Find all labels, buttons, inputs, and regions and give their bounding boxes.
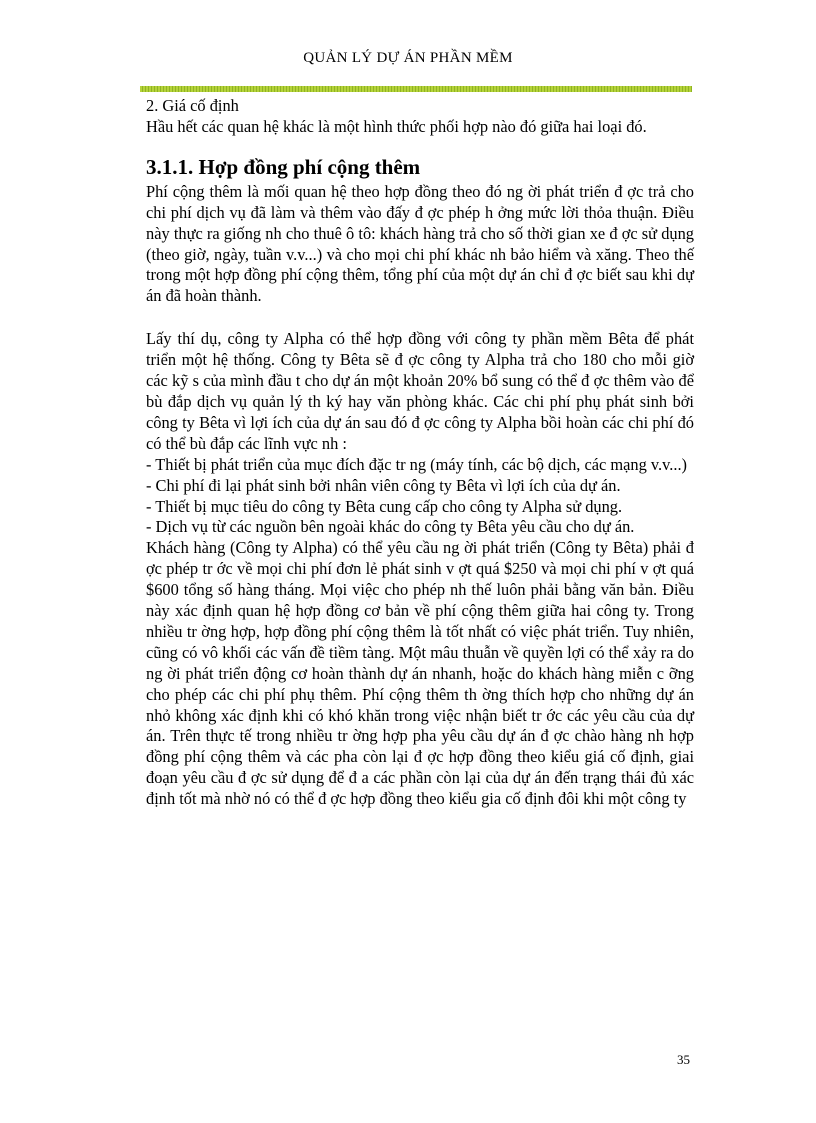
bullet-item-4: - Dịch vụ từ các nguồn bên ngoài khác do công ty Bêta yêu cầu cho dự án. [146,517,635,537]
bullet-item-2: - Chi phí đi lại phát sinh bởi nhân viên công ty Bêta vì lợi ích của dự án. [146,475,621,495]
running-header-title: QUẢN LÝ DỰ ÁN PHẦN MỀM [303,50,513,66]
section-heading: 3.1.1. Hợp đồng phí cộng thêm [146,154,421,179]
intro-line-2: Hầu hết các quan hệ khác là một hình thức phối hợp nào đó giữa hai loại đó. [146,116,647,136]
intro-line-1: 2. Giá cố định [146,96,239,115]
page-body [146,96,694,810]
bullet-item-3: - Thiết bị mục tiêu do công ty Bêta cung cấp cho công ty Alpha sử dụng. [146,496,623,516]
paragraph-1: Phí cộng thêm là mối quan hệ theo hợp đồng theo đó ng ời phát triển đ ợc trả cho chi phí dịch vụ đã làm và thêm vào đấy đ ợc phép h ởng mức lời thỏa thuận. Điều này thực ra giống nh cho thuê ô tô: khách hàng trả cho số thời gian xe đ ợc sử dụng (theo giờ, ngày, tuần v.v...) và cho mọi chi phí khác nh bảo hiểm và xăng. Theo thế trong một hợp đồng phí cộng thêm, tổng phí của một dự án chỉ đ ợc biết sau khi dự án đã hoàn thành. [146,181,694,306]
page-number: 35 [677,1052,690,1067]
paragraph-spacer [146,307,694,329]
bullet-item-1: - Thiết bị phát triển của mục đích đặc tr ng (máy tính, các bộ dịch, các mạng v.v...) [146,454,688,474]
header-divider [140,86,692,92]
paragraph-2: Lấy thí dụ, công ty Alpha có thể hợp đồng với công ty phần mềm Bêta để phát triển một hệ thống. Công ty Bêta sẽ đ ợc công ty Alpha trả cho 180 cho mỗi giờ các kỹ s của mình đầu t cho dự án một khoản 20% bổ sung có thể đ ợc thêm vào để bù đắp dịch vụ quản lý th ký hay văn phòng khác. Các chi phí phụ phát sinh bởi công ty Bêta vì lợi ích của dự án sau đó đ ợc công ty Alpha bồi hoàn các chi phí đó có thể bù đắp các lĩnh vực nh : [146,329,694,453]
paragraph-3: Khách hàng (Công ty Alpha) có thể yêu cầu ng ời phát triển (Công ty Bêta) phải đ ợc phép tr ớc về mọi chi phí đơn lẻ phát sinh v ợt quá $250 và mọi chi phí v ợt quá $600 tổng số hàng tháng. Mọi việc cho phép nh thế luôn phải bằng văn bản. Điều này xác định quan hệ hợp đồng cơ bản về phí cộng thêm giữa hai công ty. Trong nhiều tr ờng hợp, hợp đồng phí cộng thêm là tốt nhất có việc phát triển. Tuy nhiên, cũng có vô khối các vấn đề tiềm tàng. Một mâu thuẫn về quyền lợi có thể xảy ra do ng ời phát triển động cơ hoàn thành dự án nhanh, hoặc do khách hàng miễn c ỡng cho phép các chi phí phụ thêm. Phí cộng thêm th ờng thích hợp cho những dự án nhỏ không xác định khi có khó khăn trong việc nhận biết tr ớc các yêu cầu của dự án. Trên thực tế trong nhiều tr ờng hợp pha yêu cầu dự án đ ợc chào hàng nh hợp đồng phí cộng thêm và các pha còn lại đ ợc hợp đồng theo kiểu giá cố định, giai đoạn yêu cầu đ ợc sử dụng để đ a các phần còn lại của dự án đến trạng thái đủ xác định tốt mà nhờ nó có thể đ ợc hợp đồng theo kiểu gia cố định đôi khi một công ty [146,538,694,809]
